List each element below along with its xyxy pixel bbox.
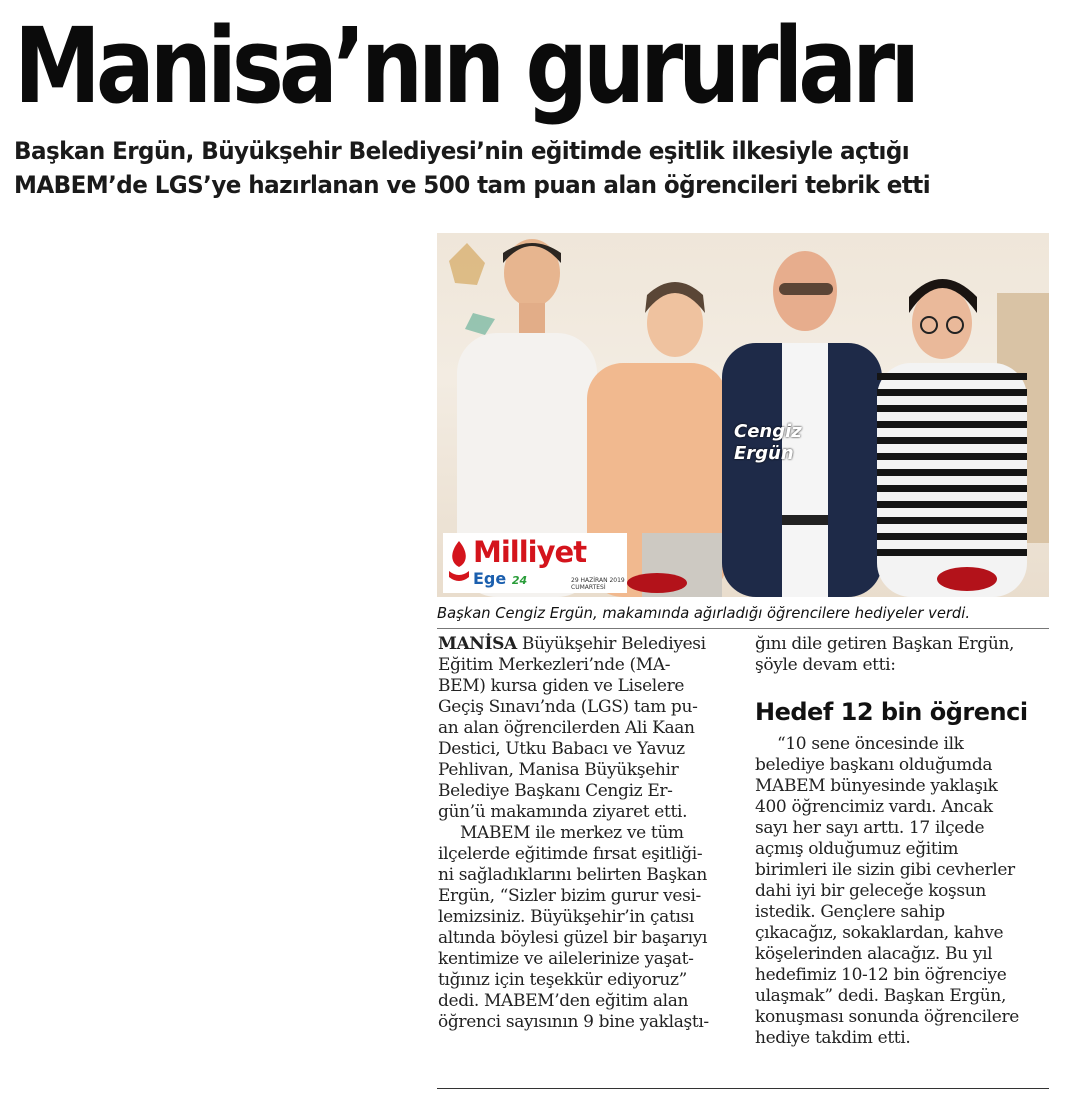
article-column-1	[438, 634, 738, 1033]
lead-line-rest: Büyükşehir Belediyesi	[516, 634, 706, 654]
article-line: açmış olduğumuz eğitim	[755, 839, 959, 859]
article-line	[438, 634, 738, 655]
section-subtitle: Hedef 12 bin öğrenci	[755, 698, 1028, 726]
photo-name-first: Cengiz	[734, 421, 802, 442]
logo-name: Milliyet	[473, 535, 587, 569]
article-line: birimleri ile sizin gibi cevherler	[755, 860, 1015, 880]
article-line: Ergün, “Sizler bizim gurur vesi-	[438, 886, 701, 906]
logo-badge: 24	[511, 574, 528, 587]
photo-name-label	[734, 421, 802, 465]
article-line: istedik. Gençlere sahip	[755, 902, 945, 922]
article-line: lemizsiniz. Büyükşehir’in çatısı	[438, 907, 694, 927]
milliyet-logo	[443, 533, 627, 593]
article-column-2	[755, 634, 1055, 676]
article-line: Destici, Utku Babacı ve Yavuz	[438, 739, 685, 759]
photo-caption	[437, 602, 1067, 624]
photo-caption-text: Başkan Cengiz Ergün, makamında ağırladığı öğrencilere hediyeler verdi.	[437, 604, 970, 622]
article-column-2-quote	[755, 734, 1055, 1049]
lead-word: MANİSA	[438, 634, 517, 654]
article-line: hedefimiz 10-12 bin öğrenciye	[755, 965, 1007, 985]
article-line: ni sağladıklarını belirten Başkan	[438, 865, 708, 885]
subheadline-line-2: MABEM’de LGS’ye hazırlanan ve 500 tam puan alan öğrencileri tebrik etti	[14, 171, 931, 199]
news-photo	[437, 233, 1049, 597]
bottom-divider	[437, 1088, 1049, 1089]
article-line: köşelerinden alacağız. Bu yıl	[755, 944, 993, 964]
article-line: konuşması sonunda öğrencilere	[755, 1007, 1019, 1027]
article-line: tığınız için teşekkür ediyoruz”	[438, 970, 687, 990]
article-line: dedi. MABEM’den eğitim alan	[438, 991, 689, 1011]
article-line: Geçiş Sınavı’nda (LGS) tam pu-	[438, 697, 698, 717]
article-line: 400 öğrencimiz vardı. Ancak	[755, 797, 993, 817]
article-line: ğını dile getiren Başkan Ergün,	[755, 634, 1015, 654]
article-line: Eğitim Merkezleri’nde (MA-	[438, 655, 671, 675]
article-line: belediye başkanı olduğumda	[755, 755, 993, 775]
logo-sub-text: Ege	[473, 569, 507, 588]
article-line: hediye takdim etti.	[755, 1028, 911, 1048]
article-line: sayı her sayı arttı. 17 ilçede	[755, 818, 985, 838]
article-line: MABEM ile merkez ve tüm	[460, 823, 684, 843]
logo-sub	[473, 569, 527, 588]
article-line: BEM) kursa giden ve Liselere	[438, 676, 685, 696]
article-line: Belediye Başkanı Cengiz Er-	[438, 781, 673, 801]
article-line: ulaşmak” dedi. Başkan Ergün,	[755, 986, 1007, 1006]
logo-date: 29 HAZİRAN 2019 CUMARTESİ	[571, 577, 625, 591]
caption-divider	[437, 628, 1049, 629]
flame-icon	[445, 539, 473, 589]
article-line: altında böylesi güzel bir başarıyı	[438, 928, 708, 948]
article-line: öğrenci sayısının 9 bine yaklaştı-	[438, 1012, 709, 1032]
article-line: an alan öğrencilerden Ali Kaan	[438, 718, 695, 738]
subheadline-line-1: Başkan Ergün, Büyükşehir Belediyesi’nin eğitimde eşitlik ilkesiyle açtığı	[14, 137, 910, 165]
headline: Manisa’nın gururları	[14, 5, 916, 127]
subheadline	[14, 134, 1059, 202]
article-line: ilçelerde eğitimde fırsat eşitliği-	[438, 844, 703, 864]
article-line: dahi iyi bir geleceğe koşsun	[755, 881, 986, 901]
photo-name-last: Ergün	[734, 443, 794, 464]
article-line: şöyle devam etti:	[755, 655, 896, 675]
article-line: “10 sene öncesinde ilk	[777, 734, 964, 754]
article-line: MABEM bünyesinde yaklaşık	[755, 776, 998, 796]
article-line: kentimize ve ailelerinize yaşat-	[438, 949, 694, 969]
article-line: gün’ü makamında ziyaret etti.	[438, 802, 688, 822]
article-line: Pehlivan, Manisa Büyükşehir	[438, 760, 679, 780]
article-line: çıkacağız, sokaklardan, kahve	[755, 923, 1004, 943]
